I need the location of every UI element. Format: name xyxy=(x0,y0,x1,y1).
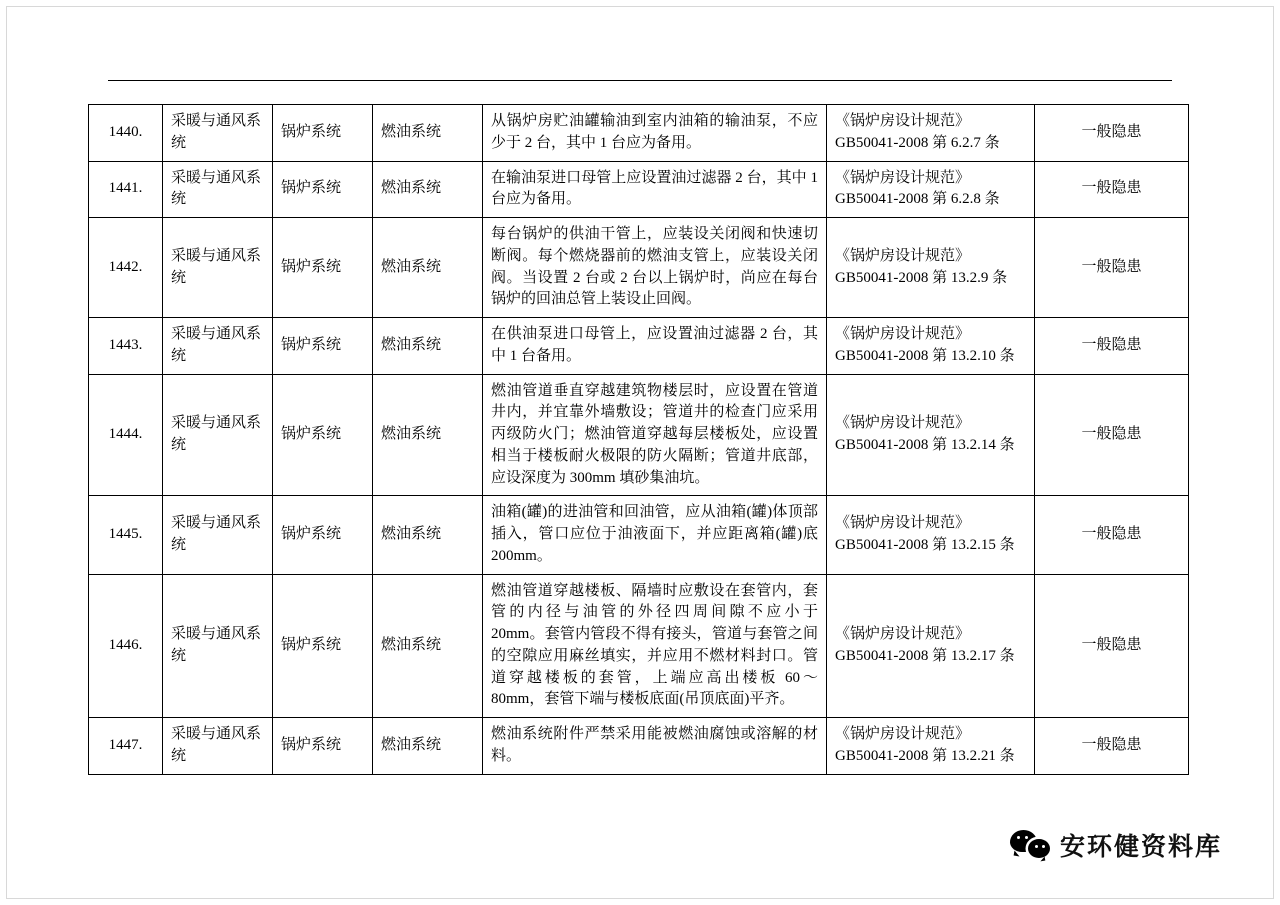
row-subsystem: 锅炉系统 xyxy=(273,161,373,218)
row-subsystem2: 燃油系统 xyxy=(373,718,483,775)
table-row xyxy=(89,218,1189,318)
row-subsystem: 锅炉系统 xyxy=(273,218,373,318)
row-subsystem: 锅炉系统 xyxy=(273,105,373,162)
row-number: 1440. xyxy=(89,105,163,162)
table-row xyxy=(89,105,1189,162)
row-description: 油箱(罐)的进油管和回油管，应从油箱(罐)体顶部插入，管口应位于油液面下，并应距离箱(罐)底 200mm。 xyxy=(483,496,827,574)
row-number: 1446. xyxy=(89,574,163,718)
row-subsystem2: 燃油系统 xyxy=(373,374,483,496)
row-description: 在供油泵进口母管上，应设置油过滤器 2 台，其中 1 台备用。 xyxy=(483,318,827,375)
row-description: 燃油系统附件严禁采用能被燃油腐蚀或溶解的材料。 xyxy=(483,718,827,775)
row-system: 采暖与通风系统 xyxy=(163,218,273,318)
row-level: 一般隐患 xyxy=(1035,218,1189,318)
row-subsystem2: 燃油系统 xyxy=(373,218,483,318)
row-number: 1441. xyxy=(89,161,163,218)
row-level: 一般隐患 xyxy=(1035,496,1189,574)
row-number: 1443. xyxy=(89,318,163,375)
row-level: 一般隐患 xyxy=(1035,105,1189,162)
row-description: 在输油泵进口母管上应设置油过滤器 2 台，其中 1 台应为备用。 xyxy=(483,161,827,218)
row-subsystem: 锅炉系统 xyxy=(273,718,373,775)
row-reference: 《锅炉房设计规范》 GB50041-2008 第 6.2.7 条 xyxy=(827,105,1035,162)
table-row xyxy=(89,374,1189,496)
row-reference: 《锅炉房设计规范》 GB50041-2008 第 13.2.9 条 xyxy=(827,218,1035,318)
row-system: 采暖与通风系统 xyxy=(163,718,273,775)
row-system: 采暖与通风系统 xyxy=(163,105,273,162)
row-reference: 《锅炉房设计规范》 GB50041-2008 第 6.2.8 条 xyxy=(827,161,1035,218)
table-row xyxy=(89,496,1189,574)
row-number: 1442. xyxy=(89,218,163,318)
hazard-table-body xyxy=(89,105,1189,775)
row-level: 一般隐患 xyxy=(1035,161,1189,218)
row-number: 1445. xyxy=(89,496,163,574)
watermark-label: 安环健资料库 xyxy=(1059,833,1222,861)
table-row xyxy=(89,161,1189,218)
row-subsystem: 锅炉系统 xyxy=(273,496,373,574)
hazard-table-container xyxy=(88,104,1188,775)
row-system: 采暖与通风系统 xyxy=(163,161,273,218)
row-reference: 《锅炉房设计规范》 GB50041-2008 第 13.2.15 条 xyxy=(827,496,1035,574)
row-subsystem2: 燃油系统 xyxy=(373,161,483,218)
row-subsystem: 锅炉系统 xyxy=(273,574,373,718)
wechat-icon xyxy=(1010,828,1050,862)
row-subsystem2: 燃油系统 xyxy=(373,496,483,574)
row-subsystem: 锅炉系统 xyxy=(273,374,373,496)
row-reference: 《锅炉房设计规范》 GB50041-2008 第 13.2.21 条 xyxy=(827,718,1035,775)
row-description: 从锅炉房贮油罐输油到室内油箱的输油泵，不应少于 2 台，其中 1 台应为备用。 xyxy=(483,105,827,162)
row-reference: 《锅炉房设计规范》 GB50041-2008 第 13.2.17 条 xyxy=(827,574,1035,718)
row-number: 1444. xyxy=(89,374,163,496)
row-subsystem2: 燃油系统 xyxy=(373,105,483,162)
header-rule xyxy=(108,80,1172,81)
row-system: 采暖与通风系统 xyxy=(163,374,273,496)
row-number: 1447. xyxy=(89,718,163,775)
table-row xyxy=(89,574,1189,718)
table-row xyxy=(89,318,1189,375)
row-subsystem: 锅炉系统 xyxy=(273,318,373,375)
row-system: 采暖与通风系统 xyxy=(163,496,273,574)
watermark xyxy=(1010,827,1222,863)
row-subsystem2: 燃油系统 xyxy=(373,318,483,375)
row-description: 燃油管道垂直穿越建筑物楼层时，应设置在管道井内，并宜靠外墙敷设；管道井的检查门应采用丙级防火门；燃油管道穿越每层楼板处，应设置相当于楼板耐火极限的防火隔断；管道井底部，应设深度为 300mm 填砂集油坑。 xyxy=(483,374,827,496)
row-reference: 《锅炉房设计规范》 GB50041-2008 第 13.2.14 条 xyxy=(827,374,1035,496)
row-reference: 《锅炉房设计规范》 GB50041-2008 第 13.2.10 条 xyxy=(827,318,1035,375)
row-level: 一般隐患 xyxy=(1035,318,1189,375)
hazard-table xyxy=(88,104,1189,775)
row-description: 每台锅炉的供油干管上，应装设关闭阀和快速切断阀。每个燃烧器前的燃油支管上，应装设关闭阀。当设置 2 台或 2 台以上锅炉时，尚应在每台锅炉的回油总管上装设止回阀。 xyxy=(483,218,827,318)
row-level: 一般隐患 xyxy=(1035,374,1189,496)
row-description: 燃油管道穿越楼板、隔墙时应敷设在套管内，套管的内径与油管的外径四周间隙不应小于 20mm。套管内管段不得有接头，管道与套管之间的空隙应用麻丝填实，并应用不燃材料封口。管道穿越楼板的套管，上端应高出楼板 60～80mm，套管下端与楼板底面(吊顶底面)平齐。 xyxy=(483,574,827,718)
row-level: 一般隐患 xyxy=(1035,718,1189,775)
row-system: 采暖与通风系统 xyxy=(163,318,273,375)
table-row xyxy=(89,718,1189,775)
row-subsystem2: 燃油系统 xyxy=(373,574,483,718)
row-system: 采暖与通风系统 xyxy=(163,574,273,718)
row-level: 一般隐患 xyxy=(1035,574,1189,718)
